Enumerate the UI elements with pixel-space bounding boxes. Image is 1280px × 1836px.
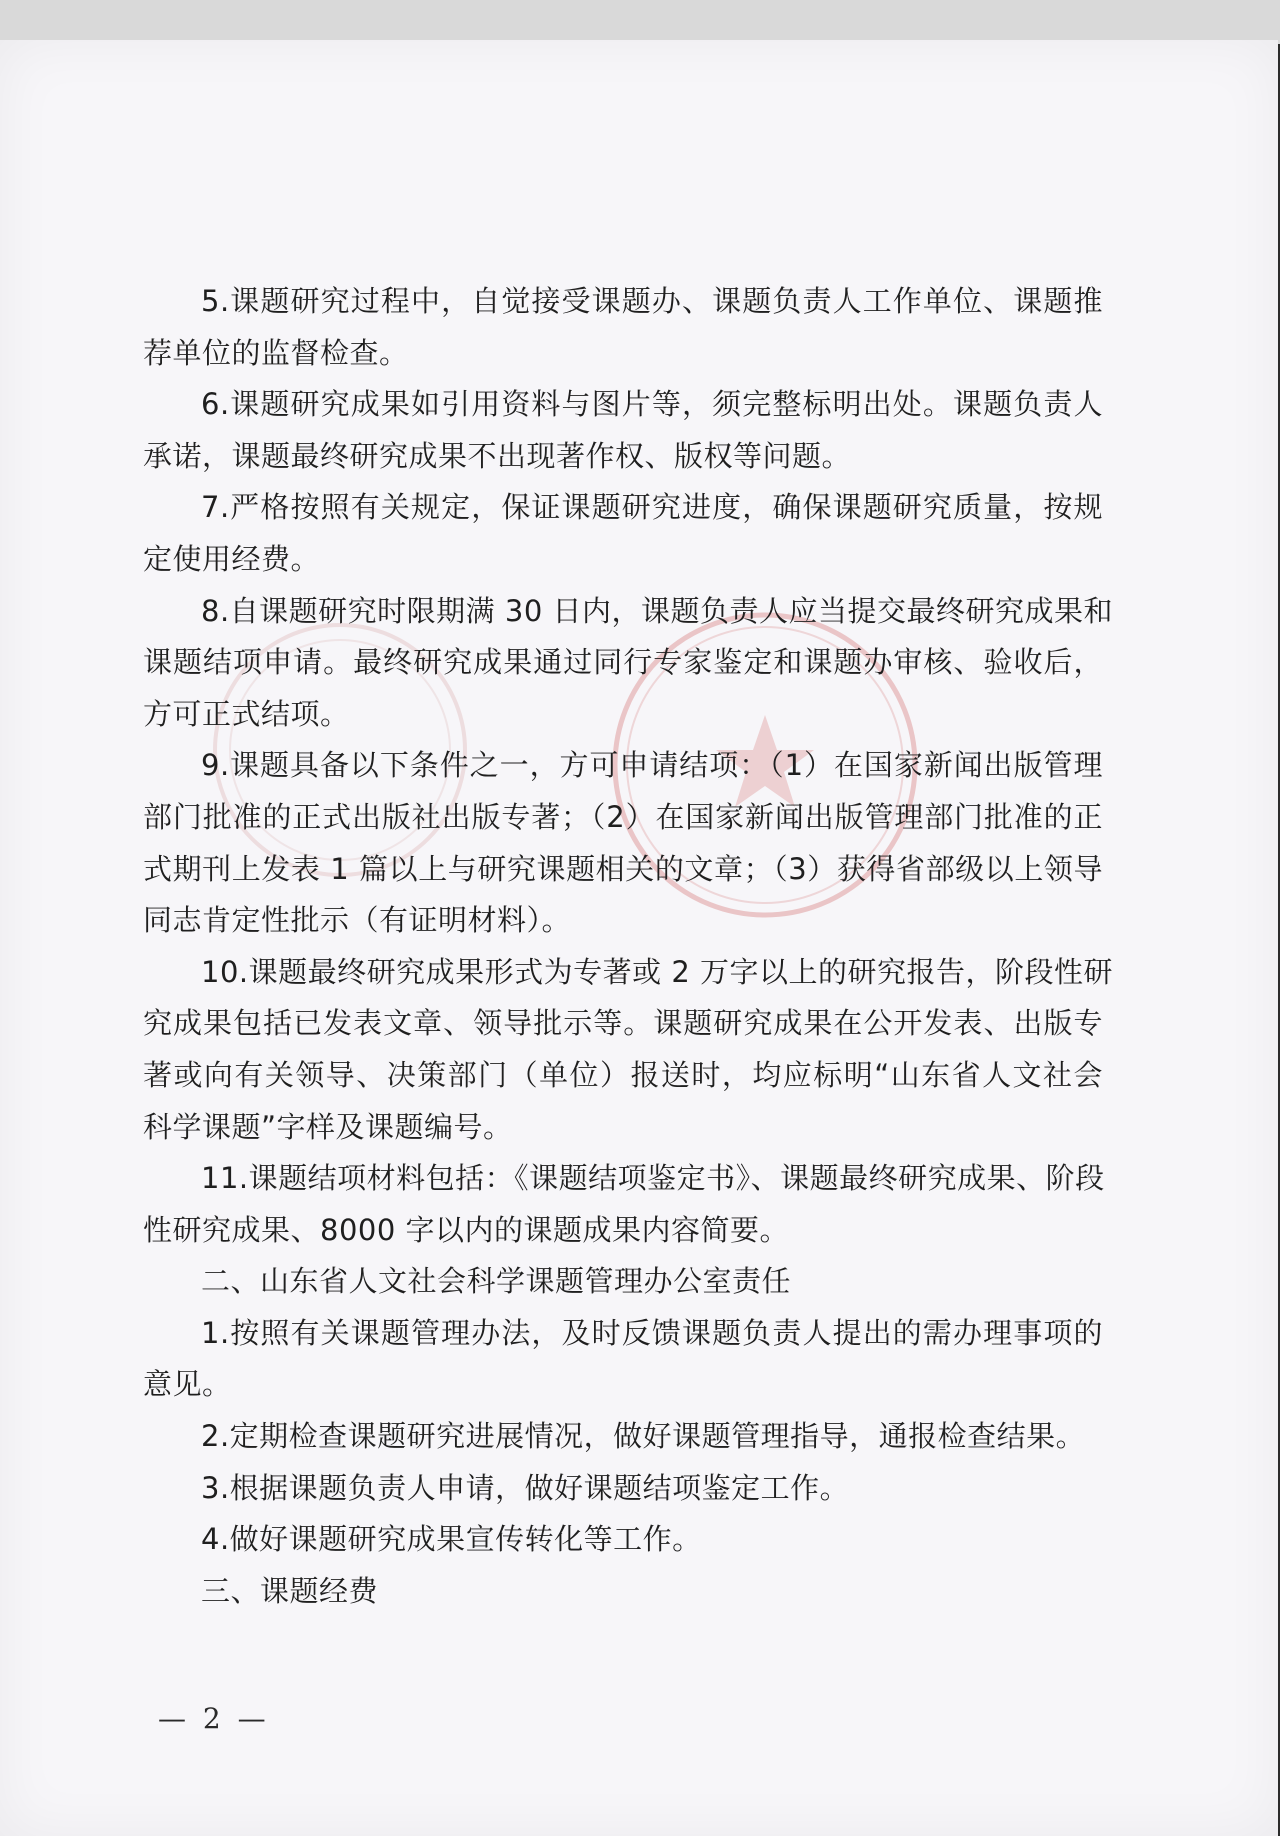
section-heading: 二、山东省人文社会科学课题管理办公室责任 [201,1264,792,1299]
text-line: 2.定期检查课题研究进展情况，做好课题管理指导，通报检查结果。 [201,1419,1086,1454]
text-line: 10.课题最终研究成果形式为专著或 2 万字以上的研究报告，阶段性研 [201,954,1114,989]
text-line: 4.做好课题研究成果宣传转化等工作。 [201,1522,702,1557]
scanner-bed-edge [0,0,1280,44]
text-line: 3.根据课题负责人申请，做好课题结项鉴定工作。 [201,1470,850,1505]
text-line: 性研究成果、8000 字以内的课题成果内容简要。 [143,1212,790,1247]
text-line: 著或向有关领导、决策部门（单位）报送时，均应标明“山东省人文社会 [143,1057,1103,1092]
text-line: 意见。 [143,1367,232,1402]
text-line: 承诺，课题最终研究成果不出现著作权、版权等问题。 [143,438,852,473]
text-line: 究成果包括已发表文章、领导批示等。课题研究成果在公开发表、出版专 [143,1006,1103,1041]
page-number: — 2 — [158,1702,270,1735]
document-page [0,40,1278,1836]
text-line: 9.课题具备以下条件之一，方可申请结项：（1）在国家新闻出版管理 [201,748,1103,783]
section-heading: 三、课题经费 [201,1573,379,1608]
text-line: 7.严格按照有关规定，保证课题研究进度，确保课题研究质量，按规 [201,490,1103,525]
text-line: 5.课题研究过程中，自觉接受课题办、课题负责人工作单位、课题推 [201,284,1103,318]
text-line: 11.课题结项材料包括：《课题结项鉴定书》、课题最终研究成果、阶段 [201,1161,1105,1196]
text-line: 课题结项申请。最终研究成果通过同行专家鉴定和课题办审核、验收后， [143,645,1103,680]
text-line: 部门批准的正式出版社出版专著；（2）在国家新闻出版管理部门批准的正 [143,799,1103,834]
text-line: 科学课题”字样及课题编号。 [143,1109,513,1144]
text-line: 定使用经费。 [143,541,321,576]
text-line: 8.自课题研究时限期满 30 日内，课题负责人应当提交最终研究成果和 [201,593,1114,628]
document-body [143,276,1114,1617]
text-line: 荐单位的监督检查。 [143,335,409,370]
text-line: 1.按照有关课题管理办法，及时反馈课题负责人提出的需办理事项的 [201,1315,1103,1350]
text-line: 方可正式结项。 [143,696,350,731]
text-line: 式期刊上发表 1 篇以上与研究课题相关的文章；（3）获得省部级以上领导 [143,851,1103,886]
text-line: 同志肯定性批示（有证明材料）。 [143,903,572,938]
text-line: 6.课题研究成果如引用资料与图片等，须完整标明出处。课题负责人 [201,387,1103,422]
